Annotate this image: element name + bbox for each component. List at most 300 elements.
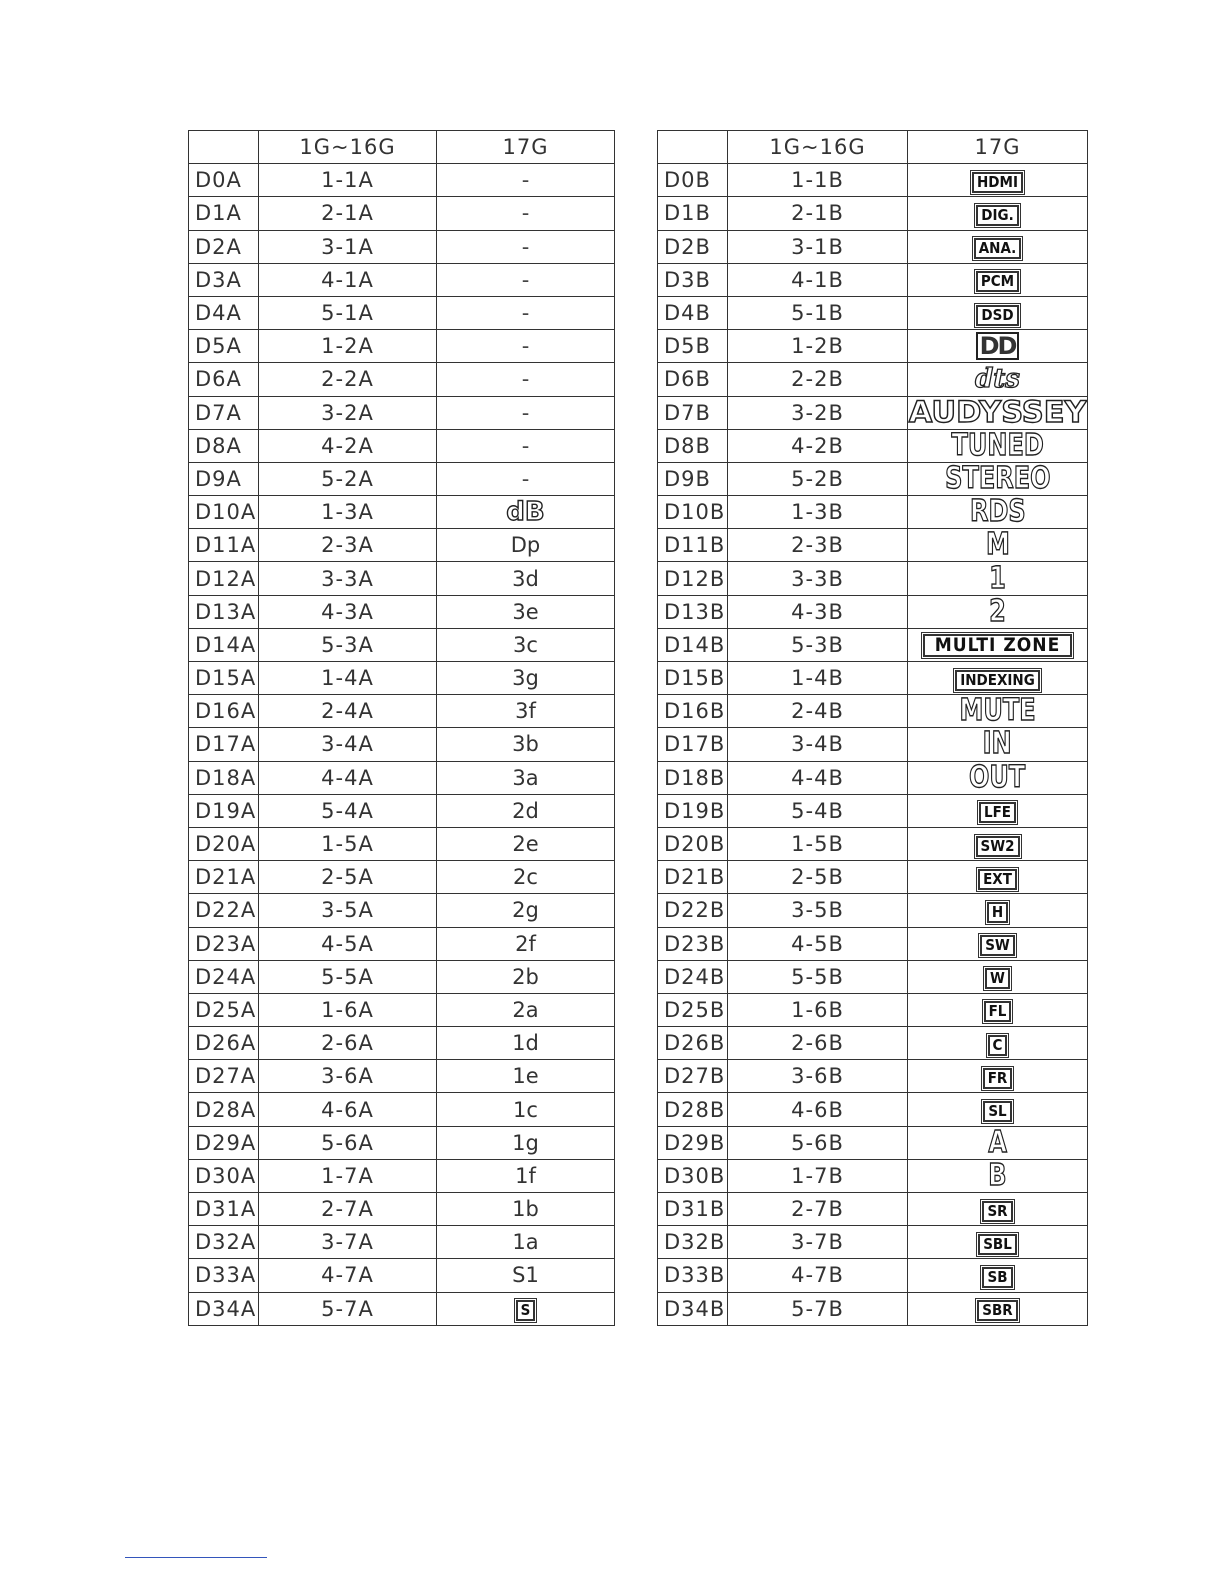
table-row [189,1226,615,1259]
segment-id-cell: D9A [189,462,259,495]
header-groups-cell: 1G~16G [259,131,437,164]
grid-position-cell: 1-3A [259,496,437,529]
segment-symbol: 3e [512,599,539,624]
grid-position-cell: 4-3A [259,595,437,628]
segment-id-cell: D18A [189,761,259,794]
grid-position-cell: 3-7A [259,1226,437,1259]
segment-id-cell: D22B [658,894,728,927]
segment-symbol: - [521,367,530,392]
segment-symbol-cell [437,927,615,960]
segment-symbol: 3b [512,732,539,757]
grid-position-cell: 2-2A [259,363,437,396]
segment-symbol: EXT [978,869,1017,890]
table-row [658,1060,1088,1093]
segment-symbol-cell [908,927,1088,960]
segment-id-cell: D10B [658,496,728,529]
segment-symbol-cell [908,1159,1088,1192]
segment-id-cell: D13B [658,595,728,628]
table-row [189,993,615,1026]
segment-id-cell: D16B [658,695,728,728]
grid-position-cell: 3-1B [728,230,908,263]
segment-symbol-cell [908,1093,1088,1126]
segment-symbol: SBR [977,1300,1017,1321]
segment-symbol-cell [908,662,1088,695]
segment-id-cell: D17A [189,728,259,761]
segment-symbol: 3c [513,632,538,657]
segment-symbol: 1f [515,1163,536,1188]
grid-position-cell: 2-6A [259,1027,437,1060]
segment-symbol: 1e [512,1064,539,1089]
table-row [658,496,1088,529]
segment-id-cell: D33A [189,1259,259,1292]
segment-symbol-cell [437,197,615,230]
table-row [189,960,615,993]
segment-table-right-body [658,131,1088,1326]
table-row [189,330,615,363]
segment-id-cell: D27A [189,1060,259,1093]
segment-id-cell: D25A [189,993,259,1026]
segment-symbol: TUNED [951,429,1044,463]
segment-symbol-cell [437,1226,615,1259]
grid-position-cell: 1-4B [728,662,908,695]
segment-symbol-cell [437,728,615,761]
grid-position-cell: 1-1B [728,164,908,197]
segment-symbol-cell [437,1292,615,1325]
table-row [189,562,615,595]
segment-id-cell: D30B [658,1159,728,1192]
table-row [658,1193,1088,1226]
segment-symbol-cell [908,827,1088,860]
grid-position-cell: 3-5B [728,894,908,927]
table-row [658,794,1088,827]
table-row [658,263,1088,296]
segment-symbol: dts [975,364,1020,395]
table-row [658,827,1088,860]
segment-symbol-cell [437,695,615,728]
grid-position-cell: 4-5A [259,927,437,960]
segment-symbol-cell [437,595,615,628]
table-row [189,927,615,960]
table-row [658,429,1088,462]
segment-symbol: A [988,1126,1007,1160]
segment-symbol: DIG. [976,205,1018,226]
table-row [189,529,615,562]
segment-id-cell: D8B [658,429,728,462]
segment-id-cell: D7B [658,396,728,429]
table-row [189,363,615,396]
table-header-row [189,131,615,164]
table-row [658,1226,1088,1259]
table-row [189,1027,615,1060]
grid-position-cell: 5-1A [259,296,437,329]
grid-position-cell: 4-5B [728,927,908,960]
grid-position-cell: 2-3B [728,529,908,562]
segment-id-cell: D27B [658,1060,728,1093]
segment-symbol: 1g [512,1130,539,1155]
segment-id-cell: D17B [658,728,728,761]
table-row [189,1126,615,1159]
segment-symbol: SL [983,1101,1011,1122]
grid-position-cell: 3-7B [728,1226,908,1259]
segment-symbol: - [521,234,530,259]
segment-symbol-cell [908,1292,1088,1325]
table-row [189,164,615,197]
segment-symbol-cell [908,462,1088,495]
table-row [658,628,1088,661]
grid-position-cell: 3-1A [259,230,437,263]
segment-symbol: PCM [976,271,1019,292]
grid-position-cell: 1-3B [728,496,908,529]
segment-symbol-cell [908,396,1088,429]
table-row [658,695,1088,728]
grid-position-cell: 1-6A [259,993,437,1026]
segment-id-cell: D5B [658,330,728,363]
grid-position-cell: 4-4A [259,761,437,794]
grid-position-cell: 1-2A [259,330,437,363]
segment-symbol: Dp [510,533,541,558]
segment-symbol-cell [437,827,615,860]
segment-symbol-cell [908,164,1088,197]
segment-symbol: 1a [512,1230,539,1255]
segment-id-cell: D2A [189,230,259,263]
segment-symbol-cell [437,761,615,794]
table-row [658,462,1088,495]
segment-id-cell: D4B [658,296,728,329]
grid-position-cell: 4-2A [259,429,437,462]
segment-id-cell: D23B [658,927,728,960]
segment-symbol-cell [437,496,615,529]
segment-symbol: SBL [978,1234,1017,1255]
segment-id-cell: D34B [658,1292,728,1325]
grid-position-cell: 2-7A [259,1193,437,1226]
table-row [658,562,1088,595]
grid-position-cell: 4-1A [259,263,437,296]
segment-symbol-cell [437,662,615,695]
segment-symbol: FR [983,1068,1013,1089]
segment-id-cell: D6B [658,363,728,396]
grid-position-cell: 5-7B [728,1292,908,1325]
segment-id-cell: D20A [189,827,259,860]
segment-id-cell: D32B [658,1226,728,1259]
segment-symbol-cell [437,794,615,827]
segment-id-cell: D15A [189,662,259,695]
grid-position-cell: 5-6A [259,1126,437,1159]
segment-id-cell: D2B [658,230,728,263]
segment-id-cell: D29A [189,1126,259,1159]
segment-symbol: 2 [989,595,1006,629]
table-row [189,595,615,628]
table-row [189,197,615,230]
segment-symbol-cell [908,761,1088,794]
table-row [189,1159,615,1192]
segment-symbol-cell [437,960,615,993]
table-row [658,1292,1088,1325]
segment-id-cell: D12A [189,562,259,595]
table-row [658,296,1088,329]
segment-symbol: SW [980,935,1015,956]
segment-table-left-body [189,131,615,1326]
segment-id-cell: D0B [658,164,728,197]
table-row [658,728,1088,761]
segment-symbol-cell [908,1126,1088,1159]
table-row [658,197,1088,230]
segment-id-cell: D13A [189,595,259,628]
segment-id-cell: D10A [189,496,259,529]
segment-symbol: - [521,400,530,425]
table-row [189,728,615,761]
segment-symbol-cell [437,462,615,495]
segment-id-cell: D14A [189,628,259,661]
grid-position-cell: 5-3B [728,628,908,661]
grid-position-cell: 2-4A [259,695,437,728]
table-row [658,761,1088,794]
segment-id-cell: D6A [189,363,259,396]
segment-id-cell: D1B [658,197,728,230]
segment-symbol-cell [908,197,1088,230]
segment-symbol: 2a [512,997,539,1022]
grid-position-cell: 3-3A [259,562,437,595]
grid-position-cell: 5-5A [259,960,437,993]
grid-position-cell: 1-7B [728,1159,908,1192]
grid-position-cell: 4-7A [259,1259,437,1292]
grid-position-cell: 4-1B [728,263,908,296]
segment-symbol-cell [908,894,1088,927]
header-17g-cell: 17G [437,131,615,164]
segment-id-cell: D33B [658,1259,728,1292]
segment-symbol-cell [437,363,615,396]
segment-symbol: 3a [512,765,539,790]
segment-symbol: 2c [513,865,538,890]
table-row [658,662,1088,695]
segment-id-cell: D0A [189,164,259,197]
grid-position-cell: 5-2A [259,462,437,495]
segment-symbol: - [521,267,530,292]
segment-symbol: 3f [515,699,536,724]
segment-id-cell: D8A [189,429,259,462]
segment-symbol-cell [908,728,1088,761]
segment-id-cell: D25B [658,993,728,1026]
segment-symbol-cell [908,562,1088,595]
segment-symbol: FL [984,1001,1012,1022]
segment-id-cell: D3B [658,263,728,296]
segment-id-cell: D20B [658,827,728,860]
segment-symbol: - [521,168,530,193]
segment-id-cell: D18B [658,761,728,794]
grid-position-cell: 3-6B [728,1060,908,1093]
segment-id-cell: D9B [658,462,728,495]
segment-id-cell: D23A [189,927,259,960]
table-row [658,861,1088,894]
segment-symbol-cell [908,1193,1088,1226]
segment-symbol-cell [908,794,1088,827]
segment-id-cell: D1A [189,197,259,230]
segment-id-cell: D28B [658,1093,728,1126]
segment-symbol: C [988,1035,1008,1056]
segment-id-cell: D24B [658,960,728,993]
grid-position-cell: 1-5B [728,827,908,860]
segment-symbol: W [985,968,1010,989]
segment-symbol-cell [437,861,615,894]
segment-symbol-cell [908,263,1088,296]
table-row [189,827,615,860]
segment-id-cell: D31A [189,1193,259,1226]
segment-symbol-cell [437,1126,615,1159]
table-row [189,628,615,661]
segment-symbol: - [521,433,530,458]
segment-symbol: dB [506,497,545,528]
table-row [189,396,615,429]
segment-symbol: RDS [969,495,1026,529]
grid-position-cell: 4-7B [728,1259,908,1292]
table-row [658,1159,1088,1192]
footnote-rule [125,1557,267,1558]
segment-table-right [657,130,1088,1326]
segment-symbol: 2f [515,931,536,956]
segment-symbol-cell [908,861,1088,894]
table-row [189,296,615,329]
table-row [658,529,1088,562]
grid-position-cell: 1-4A [259,662,437,695]
segment-symbol-cell [908,960,1088,993]
grid-position-cell: 5-5B [728,960,908,993]
table-row [658,993,1088,1026]
table-row [658,595,1088,628]
header-blank-cell [658,131,728,164]
segment-id-cell: D32A [189,1226,259,1259]
segment-symbol: S1 [512,1263,539,1288]
table-row [658,927,1088,960]
segment-id-cell: D22A [189,894,259,927]
segment-symbol-cell [908,296,1088,329]
segment-id-cell: D19B [658,794,728,827]
table-row [189,462,615,495]
segment-id-cell: D16A [189,695,259,728]
table-row [189,1193,615,1226]
segment-id-cell: D26A [189,1027,259,1060]
segment-symbol: IN [982,727,1013,762]
segment-symbol-cell [908,1226,1088,1259]
grid-position-cell: 5-4A [259,794,437,827]
table-row [189,429,615,462]
grid-position-cell: 2-1A [259,197,437,230]
table-row [658,363,1088,396]
segment-symbol-cell [437,296,615,329]
segment-symbol-cell [908,230,1088,263]
grid-position-cell: 1-6B [728,993,908,1026]
segment-symbol: 1b [512,1197,539,1222]
segment-symbol: INDEXING [955,670,1040,691]
segment-symbol: OUT [969,761,1026,795]
segment-symbol-cell [908,1259,1088,1292]
table-row [658,1126,1088,1159]
segment-symbol: - [521,201,530,226]
segment-symbol-cell [437,1259,615,1292]
table-row [189,230,615,263]
table-row [658,960,1088,993]
segment-symbol-cell [437,1193,615,1226]
segment-symbol: 1 [989,561,1006,596]
segment-id-cell: D21B [658,861,728,894]
grid-position-cell: 3-5A [259,894,437,927]
segment-symbol-cell [437,330,615,363]
segment-id-cell: D30A [189,1159,259,1192]
segment-symbol-cell [437,263,615,296]
table-row [658,1259,1088,1292]
segment-symbol: HDMI [972,172,1023,193]
segment-symbol-cell [437,562,615,595]
segment-symbol: STEREO [944,462,1051,496]
table-header-row [658,131,1088,164]
segment-symbol-cell [437,230,615,263]
segment-symbol-cell [437,993,615,1026]
grid-position-cell: 1-7A [259,1159,437,1192]
segment-symbol-cell [437,429,615,462]
segment-id-cell: D21A [189,861,259,894]
table-row [658,1027,1088,1060]
table-row [189,794,615,827]
grid-position-cell: 3-2A [259,396,437,429]
grid-position-cell: 5-2B [728,462,908,495]
grid-position-cell: 2-2B [728,363,908,396]
header-17g-cell: 17G [908,131,1088,164]
table-row [189,263,615,296]
segment-id-cell: D26B [658,1027,728,1060]
segment-symbol: 2b [512,964,539,989]
segment-symbol-cell [437,396,615,429]
table-row [189,761,615,794]
segment-id-cell: D15B [658,662,728,695]
grid-position-cell: 4-4B [728,761,908,794]
segment-symbol-cell [437,164,615,197]
grid-position-cell: 3-6A [259,1060,437,1093]
segment-id-cell: D29B [658,1126,728,1159]
table-row [658,396,1088,429]
table-row [189,662,615,695]
table-row [189,1259,615,1292]
segment-symbol: 3d [512,566,539,591]
segment-symbol: S [516,1300,536,1321]
grid-position-cell: 2-7B [728,1193,908,1226]
grid-position-cell: 5-6B [728,1126,908,1159]
header-groups-cell: 1G~16G [728,131,908,164]
segment-symbol-cell [908,1027,1088,1060]
segment-symbol-cell [437,1093,615,1126]
segment-symbol-cell [908,595,1088,628]
segment-symbol-cell [908,363,1088,396]
segment-table-left [188,130,615,1326]
segment-id-cell: D11B [658,529,728,562]
grid-position-cell: 2-6B [728,1027,908,1060]
segment-id-cell: D14B [658,628,728,661]
segment-symbol: 2e [512,832,539,857]
segment-id-cell: D11A [189,529,259,562]
segment-id-cell: D28A [189,1093,259,1126]
segment-symbol-cell [437,628,615,661]
grid-position-cell: 3-4B [728,728,908,761]
table-row [658,164,1088,197]
segment-symbol: 2d [512,798,539,823]
segment-symbol: 3g [512,666,539,691]
grid-position-cell: 4-2B [728,429,908,462]
segment-id-cell: D34A [189,1292,259,1325]
segment-symbol-cell [908,330,1088,363]
table-row [189,695,615,728]
segment-symbol: - [521,334,530,359]
segment-symbol: 2g [512,898,539,923]
segment-symbol-cell [437,529,615,562]
segment-symbol: SW2 [976,836,1020,857]
grid-position-cell: 5-3A [259,628,437,661]
